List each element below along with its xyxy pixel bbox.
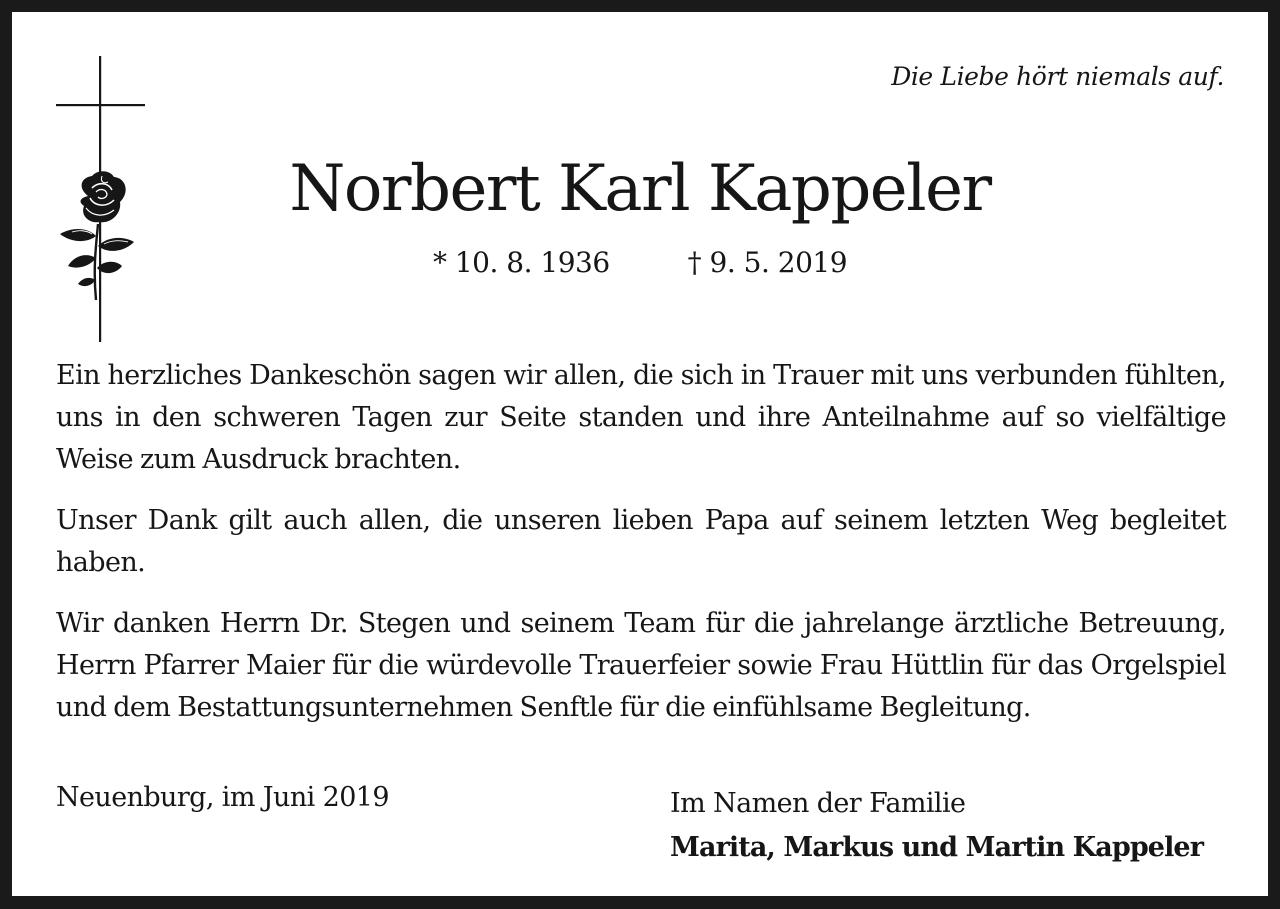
- paragraph: Wir danken Herrn Dr. Stegen und seinem Team für die jahrelange ärztliche Betreuung, Herrn Pfarrer Maier für die würdevolle Trauerfeier sowie Frau Hüttlin für das Orgelspiel und dem Bestattungsunternehmen Senftle für die einfühlsame Begleitung.: [56, 608, 1226, 723]
- paragraph: Ein herzliches Dankeschön sagen wir allen, die sich in Trauer mit uns verbunden fühlten, uns in den schweren Tagen zur Seite standen und ihre Anteilnahme auf so vielfältige Weise zum Ausdruck brachten.: [56, 360, 1226, 475]
- motto: Die Liebe hört niemals auf.: [891, 62, 1224, 91]
- signoff-line: Im Namen der Familie: [670, 788, 966, 819]
- thank-you-text: [56, 355, 1226, 748]
- death-date: † 9. 5. 2019: [687, 246, 848, 279]
- place-and-date: Neuenburg, im Juni 2019: [56, 782, 389, 813]
- family-signoff: [670, 782, 1203, 870]
- family-names: Marita, Markus und Martin Kappeler: [670, 832, 1204, 863]
- obituary-card: [12, 12, 1268, 896]
- deceased-name: Norbert Karl Kappeler: [289, 152, 991, 226]
- paragraph: Unser Dank gilt auch allen, die unseren lieben Papa auf seinem letzten Weg begleitet haben.: [56, 505, 1226, 578]
- life-dates: [12, 246, 1268, 279]
- birth-date: * 10. 8. 1936: [432, 246, 610, 279]
